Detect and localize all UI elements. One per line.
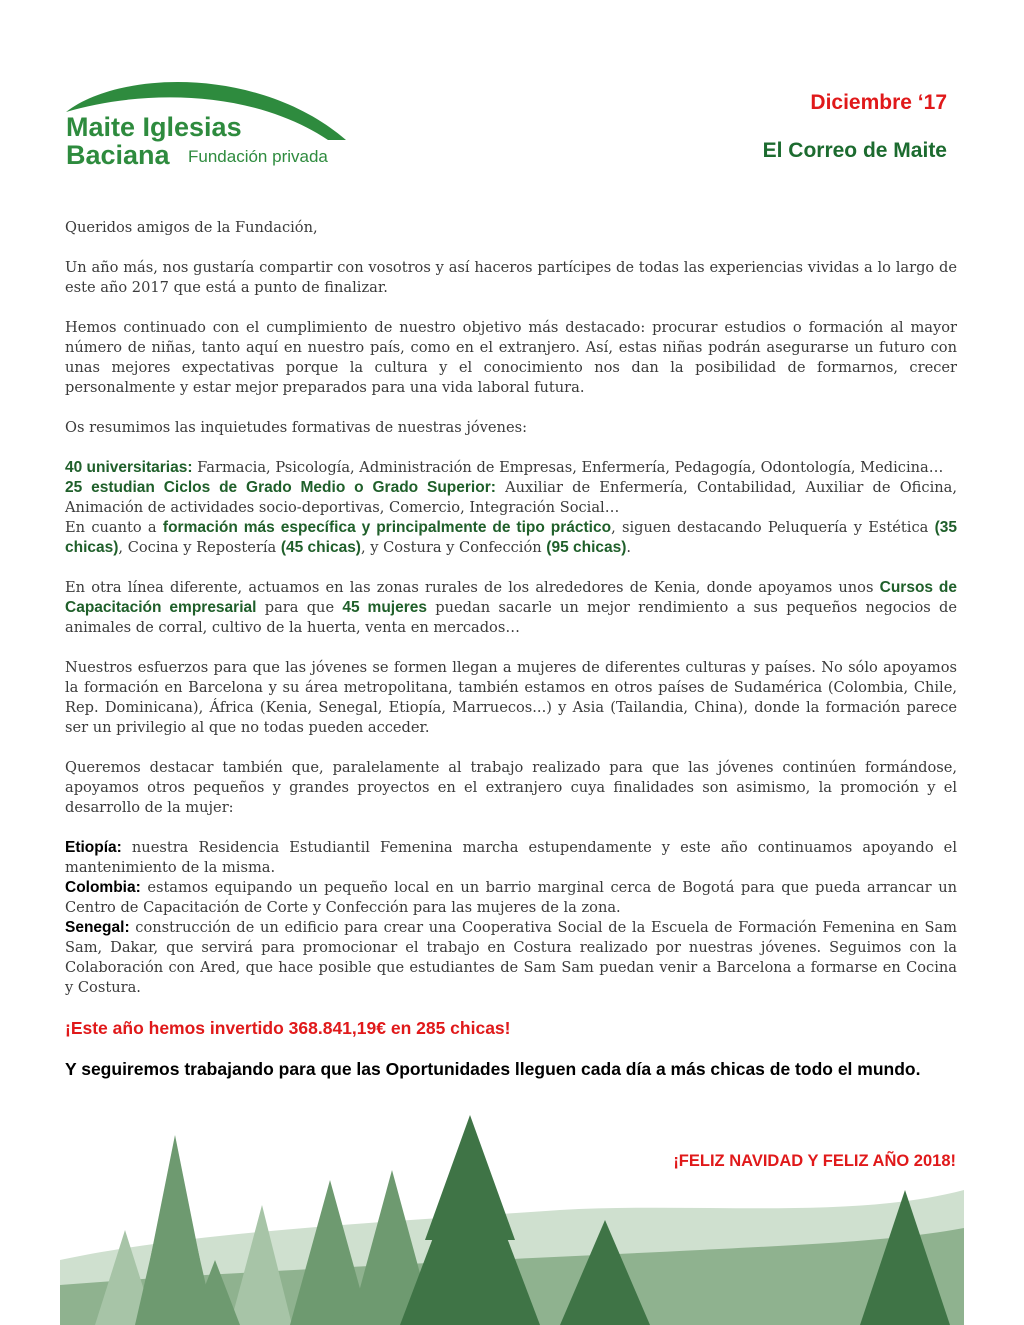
issue-date: Diciembre ‘17: [810, 91, 947, 114]
holiday-greeting: ¡FELIZ NAVIDAD Y FELIZ AÑO 2018!: [673, 1152, 956, 1170]
christmas-trees-illustration: [0, 1110, 1024, 1325]
count-cocina: (45 chicas): [280, 539, 361, 556]
count-costura: (95 chicas): [546, 539, 627, 556]
colombia-text: estamos equipando un pequeño local en un barrio marginal cerca de Bogotá para que pueda arrancar un Centro de Capacitación de Corte y Confección para las mujeres de la zona.: [65, 879, 957, 916]
projects-paragraph: Queremos destacar también que, paralelamente al trabajo realizado para que las jóvenes continúen formándose, apoyamos otros pequeños y grandes proyectos en el extranjero cuya finalidades son asimismo, la promoción y el desarrollo de la mujer:: [65, 759, 957, 816]
university-item: [65, 458, 957, 478]
ciclos-item: [65, 478, 957, 518]
kenia-mid: para que: [256, 599, 343, 616]
etiopia-label: Etiopía:: [65, 839, 122, 856]
kenia-paragraph: [65, 578, 957, 638]
logo-name-line1: Maite Iglesias: [66, 112, 242, 142]
newsletter-title: El Correo de Maite: [762, 139, 947, 162]
specific-mid2: , Cocina y Repostería: [118, 539, 281, 556]
kenia-pre: En otra línea diferente, actuamos en las zonas rurales de los alrededores de Kenia, donde apoyamos unos: [65, 579, 880, 596]
ciclos-text: Auxiliar de Enfermería, Contabilidad, Auxiliar de Oficina, Animación de actividades socio-deportivas, Comercio, Integración Social…: [65, 479, 957, 516]
specific-training-item: [65, 518, 957, 558]
greeting: Queridos amigos de la Fundación,: [65, 219, 318, 236]
senegal-text: construcción de un edificio para crear una Cooperativa Social de la Escuela de Formación Femenina en Sam Sam, Dakar, que servirá para promocionar el trabajo en Costura realizado por nuestras jóvenes. Seguimos con la Colaboración con Ared, que hace posible que estudiantes de Sam Sam puedan venir a Barcelona a formarse en Cocina y Costura.: [65, 919, 957, 996]
colombia-label: Colombia:: [65, 879, 141, 896]
foundation-logo: [60, 70, 360, 180]
colombia-item: [65, 878, 957, 918]
specific-mid1: , siguen destacando Peluquería y Estética: [611, 519, 935, 536]
letter-body: [65, 218, 957, 1101]
summary-paragraph: Os resumimos las inquietudes formativas de nuestras jóvenes:: [65, 419, 527, 436]
specific-pre: En cuanto a: [65, 519, 163, 536]
kenia-end: puedan sacarle un mejor rendimiento a sus pequeños negocios de animales de corral, cultivo de la huerta, venta en mercados…: [65, 599, 958, 636]
specific-label: formación más específica y principalmente de tipo práctico: [162, 519, 612, 536]
ciclos-label: 25 estudian Ciclos de Grado Medio o Grado Superior:: [65, 479, 496, 496]
specific-mid3: , y Costura y Confección: [360, 539, 547, 556]
university-text: Farmacia, Psicología, Administración de Empresas, Enfermería, Pedagogía, Odontología, Medicina…: [192, 459, 944, 476]
kenia-label: Cursos de Capacitación empresarial: [65, 579, 957, 616]
objective-paragraph: Hemos continuado con el cumplimiento de nuestro objetivo más destacado: procurar estudios o formación al mayor número de niñas, tanto aquí en nuestro país, como en el extranjero. Así, estas niñas podrán asegurarse un futuro con unas mejores expectativas porque la cultura y el conocimiento nos dan la posibilidad de formarnos, crecer personalmente y estar mejor preparados para una vida laboral futura.: [65, 319, 957, 396]
senegal-label: Senegal:: [65, 919, 130, 936]
investment-statement: ¡Este año hemos invertido 368.841,19€ en 285 chicas!: [65, 1018, 511, 1038]
etiopia-item: [65, 838, 957, 878]
university-label: 40 universitarias:: [65, 459, 193, 476]
senegal-item: [65, 918, 957, 998]
kenia-count: 45 mujeres: [342, 599, 428, 616]
etiopia-text: nuestra Residencia Estudiantil Femenina marcha estupendamente y este año continuamos apoyando el mantenimiento de la misma.: [65, 839, 957, 876]
count-peluqueria: (35 chicas): [65, 519, 957, 556]
header-block: [763, 90, 947, 164]
logo-name-line2: Baciana: [66, 140, 170, 170]
closing-statement: Y seguiremos trabajando para que las Oportunidades lleguen cada día a más chicas de todo el mundo.: [65, 1059, 921, 1079]
efforts-paragraph: Nuestros esfuerzos para que las jóvenes se formen llegan a mujeres de diferentes culturas y países. No sólo apoyamos la formación en Barcelona y su área metropolitana, también estamos en otros países de Sudamérica (Colombia, Chile, Rep. Dominicana), África (Kenia, Senegal, Etiopía, Marruecos...) y Asia (Tailandia, China), donde la formación parece ser un privilegio al que no todas pueden acceder.: [65, 659, 957, 736]
logo-subtitle: Fundación privada: [188, 147, 328, 166]
intro-paragraph: Un año más, nos gustaría compartir con vosotros y así haceros partícipes de todas las experiencias vividas a lo largo de este año 2017 que está a punto de finalizar.: [65, 259, 957, 296]
specific-end: .: [626, 539, 632, 556]
